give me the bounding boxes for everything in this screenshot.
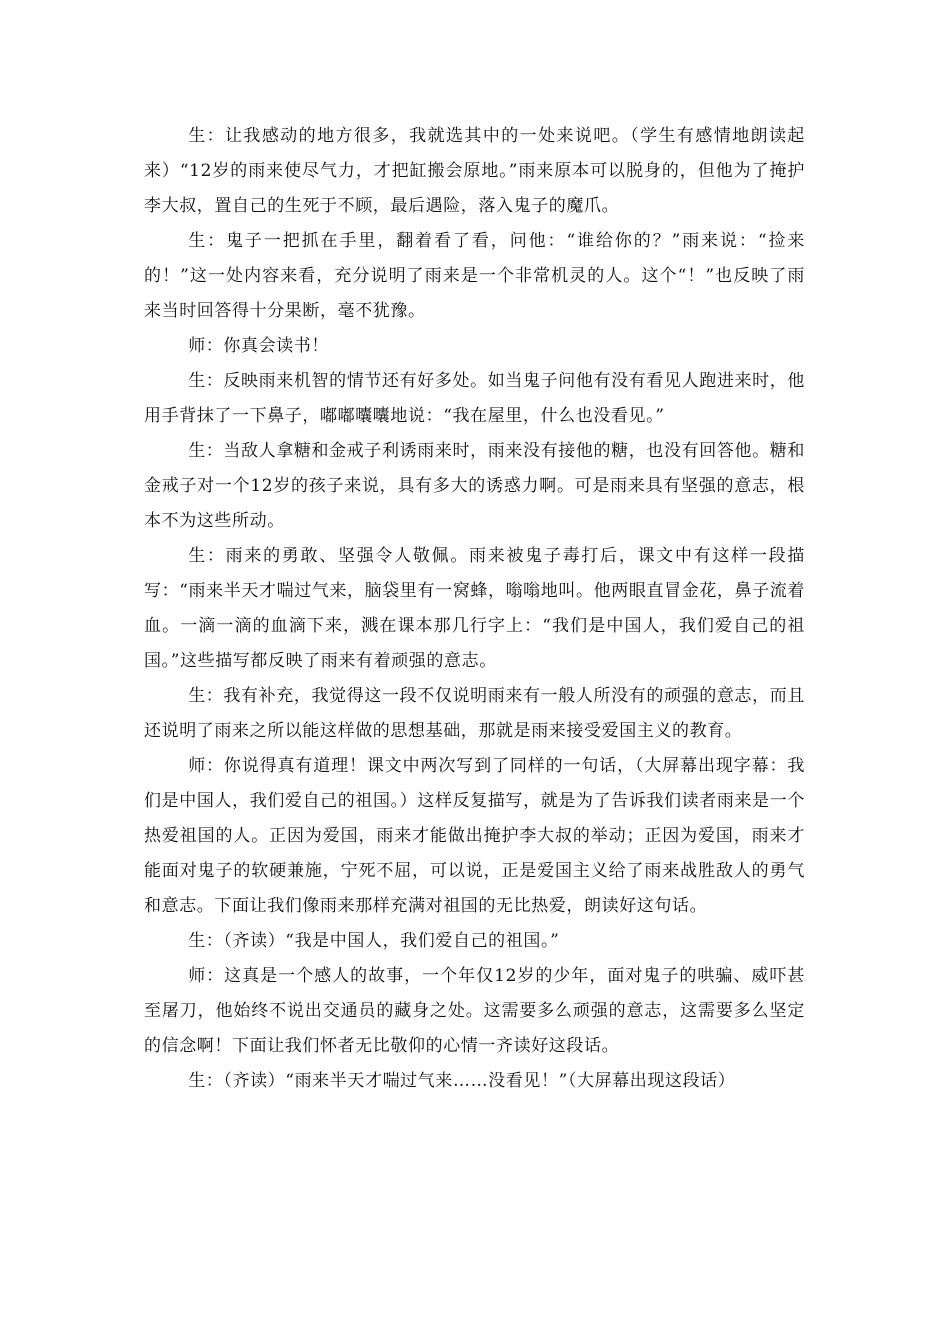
- paragraph: 生：我有补充，我觉得这一段不仅说明雨来有一般人所没有的顽强的意志，而且还说明了雨来之所以能这样做的思想基础，那就是雨来接受爱国主义的教育。: [144, 686, 805, 741]
- paragraph: 生：鬼子一把抓在手里，翻着看了看，问他：“谁给你的？”雨来说：“捡来的！”这一处内容来看，充分说明了雨来是一个非常机灵的人。这个“！”也反映了雨来当时回答得十分果断，毫不犹豫。: [144, 231, 805, 321]
- paragraph: 师：这真是一个感人的故事，一个年仅12岁的少年，面对鬼子的哄骗、威吓甚至屠刀，他始终不说出交通员的藏身之处。这需要多么顽强的意志，这需要多么坚定的信念啊！下面让我们怀者无比敬仰的心情一齐读好这段话。: [144, 966, 805, 1056]
- paragraph: 生：当敌人拿糖和金戒子利诱雨来时，雨来没有接他的糖，也没有回答他。糖和金戒子对一个12岁的孩子来说，具有多大的诱惑力啊。可是雨来具有坚强的意志，根本不为这些所动。: [144, 441, 805, 531]
- paragraph: 师：你说得真有道理！课文中两次写到了同样的一句话，（大屏幕出现字幕：我们是中国人，我们爱自己的祖国。）这样反复描写，就是为了告诉我们读者雨来是一个热爱祖国的人。正因为爱国，雨来才能做出掩护李大叔的举动；正因为爱国，雨来才能面对鬼子的软硬兼施，宁死不屈，可以说，正是爱国主义给了雨来战胜敌人的勇气和意志。下面让我们像雨来那样充满对祖国的无比热爱，朗读好这句话。: [144, 756, 805, 916]
- paragraph: 生：雨来的勇敢、坚强令人敬佩。雨来被鬼子毒打后，课文中有这样一段描写：“雨来半天才喘过气来，脑袋里有一窝蜂，嗡嗡地叫。他两眼直冒金花，鼻子流着血。一滴一滴的血滴下来，溅在课本那几行字上：“我们是中国人，我们爱自己的祖国。”这些描写都反映了雨来有着顽强的意志。: [144, 546, 805, 671]
- paragraph: 生：让我感动的地方很多，我就选其中的一处来说吧。（学生有感情地朗读起来）“12岁的雨来使尽气力，才把缸搬会原地。”雨来原本可以脱身的，但他为了掩护李大叔，置自己的生死于不顾，最后遇险，落入鬼子的魔爪。: [144, 126, 805, 216]
- paragraph: 生：（齐读）“雨来半天才喘过气来……没看见！”（大屏幕出现这段话）: [188, 1071, 736, 1091]
- paragraph: 生：（齐读）“我是中国人，我们爱自己的祖国。”: [188, 931, 560, 951]
- paragraph: 生：反映雨来机智的情节还有好多处。如当鬼子问他有没有看见人跑进来时，他用手背抹了一下鼻子，嘟嘟囔囔地说：“我在屋里，什么也没看见。”: [144, 371, 805, 426]
- paragraph: 师：你真会读书！: [188, 336, 329, 356]
- document-body: [144, 119, 805, 1099]
